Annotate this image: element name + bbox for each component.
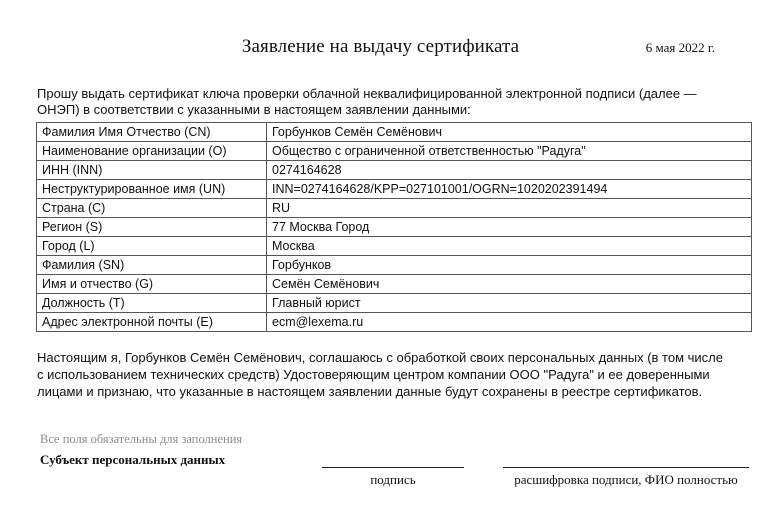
document-title: Заявление на выдачу сертификата (241, 36, 520, 57)
field-label: Неструктурированное имя (UN) (37, 180, 267, 199)
field-label: Имя и отчество (G) (37, 275, 267, 294)
field-value: Семён Семёнович (267, 275, 752, 294)
required-fields-note: Все поля обязательны для заполнения (40, 432, 243, 446)
table-row (37, 161, 752, 180)
field-value: 0274164628 (267, 161, 752, 180)
field-label: Страна (C) (37, 199, 267, 218)
subject-label: Субъект персональных данных (40, 452, 226, 467)
table-row (37, 237, 752, 256)
field-label: Город (L) (37, 237, 267, 256)
field-label: ИНН (INN) (37, 161, 267, 180)
document-date: 6 мая 2022 г. (645, 40, 715, 55)
consent-text: Настоящим я, Горбунков Семён Семёнович, соглашаюсь с обработкой своих персональных данных (в том числе с использованием технических средств) Удостоверяющим центром компании ООО "Радуга" и ее доверенными лицами и признаю, что указанные в настоящем заявлении данные будут сохранены в реестре сертификатов. (37, 350, 723, 399)
field-label: Фамилия Имя Отчество (CN) (37, 123, 267, 142)
field-value: ecm@lexema.ru (267, 313, 752, 332)
signature-line (322, 467, 464, 468)
field-value: Главный юрист (267, 294, 752, 313)
signature-caption: подпись (370, 472, 416, 487)
table-row (37, 275, 752, 294)
field-label: Регион (S) (37, 218, 267, 237)
certificate-fields-table (36, 122, 752, 332)
certificate-fields-body (37, 123, 752, 332)
table-row (37, 218, 752, 237)
field-label: Адрес электронной почты (E) (37, 313, 267, 332)
table-row (37, 123, 752, 142)
field-value: 77 Москва Город (267, 218, 752, 237)
table-row (37, 294, 752, 313)
field-label: Наименование организации (O) (37, 142, 267, 161)
field-value: Горбунков (267, 256, 752, 275)
fio-line (503, 467, 749, 468)
field-value: INN=0274164628/KPP=027101001/OGRN=1020202391494 (267, 180, 752, 199)
field-value: RU (267, 199, 752, 218)
table-row (37, 142, 752, 161)
table-row (37, 256, 752, 275)
field-value: Горбунков Семён Семёнович (267, 123, 752, 142)
intro-text: Прошу выдать сертификат ключа проверки облачной неквалифицированной электронной подписи (далее — ОНЭП) в соответствии с указанными в настоящем заявлении данными: (37, 86, 697, 117)
field-value: Москва (267, 237, 752, 256)
field-value: Общество с ограниченной ответственностью "Радуга" (267, 142, 752, 161)
table-row (37, 313, 752, 332)
fio-caption: расшифровка подписи, ФИО полностью (514, 472, 738, 487)
field-label: Должность (T) (37, 294, 267, 313)
field-label: Фамилия (SN) (37, 256, 267, 275)
table-row (37, 180, 752, 199)
table-row (37, 199, 752, 218)
